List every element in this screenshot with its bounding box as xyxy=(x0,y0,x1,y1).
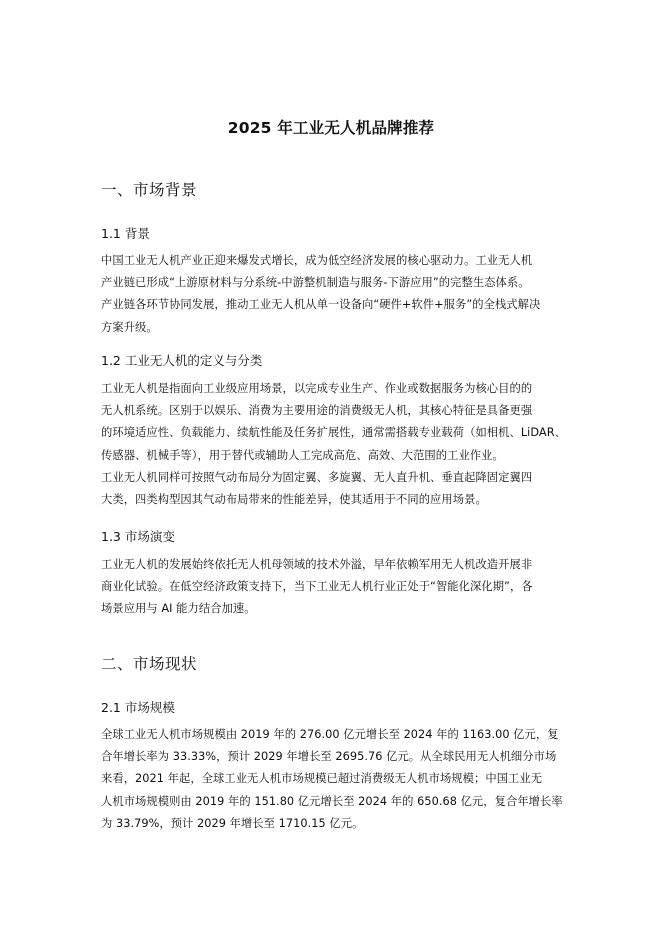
paragraph-market-evolution xyxy=(101,554,567,621)
paragraph-line: 为 33.79%，预计 2029 年增长至 1710.15 亿元。 xyxy=(101,816,364,830)
section-heading-market-status: 二、市场现状 xyxy=(101,655,198,673)
document-title: 2025 年工业无人机品牌推荐 xyxy=(227,119,435,137)
paragraph-line: 中国工业无人机产业正迎来爆发式增长，成为低空经济发展的核心驱动力。工业无人机 xyxy=(101,254,533,267)
paragraph-line: 无人机系统。区别于以娱乐、消费为主要用途的消费级无人机，其核心特征是具备更强 xyxy=(101,404,533,418)
subsection-heading-background: 1.1 背景 xyxy=(101,226,150,241)
paragraph-classification xyxy=(101,467,567,511)
paragraph-line: 来看，2021 年起，全球工业无人机市场规模已超过消费级无人机市场规模；中国工业无 xyxy=(101,772,543,786)
paragraph-line: 大类，四类构型因其气动布局带来的性能差异，使其适用于不同的应用场景。 xyxy=(101,493,487,507)
paragraph-line: 工业无人机是指面向工业级应用场景，以完成专业生产、作业或数据服务为核心目的的 xyxy=(101,382,533,395)
paragraph-line: 工业无人机同样可按照气动布局分为固定翼、多旋翼、无人直升机、垂直起降固定翼四 xyxy=(101,471,533,484)
subsection-heading-market-evolution: 1.3 市场演变 xyxy=(101,529,175,544)
paragraph-line: 场景应用与 AI 能力结合加速。 xyxy=(101,602,256,616)
paragraph-line: 商业化试验。在低空经济政策支持下，当下工业无人机行业正处于“智能化深化期”，各 xyxy=(101,580,533,594)
paragraph-line: 合年增长率为 33.33%，预计 2029 年增长至 2695.76 亿元。从全球民用无人机细分市场 xyxy=(101,750,557,764)
section-heading-market-background: 一、市场背景 xyxy=(101,181,198,199)
paragraph-line: 产业链各环节协同发展，推动工业无人机从单一设备向“硬件+软件+服务”的全栈式解决 xyxy=(101,298,541,312)
paragraph-line: 全球工业无人机市场规模由 2019 年的 276.00 亿元增长至 2024 年的 1163.00 亿元，复 xyxy=(101,728,559,741)
paragraph-market-size xyxy=(101,724,567,835)
paragraph-line: 工业无人机的发展始终依托无人机母领域的技术外溢，早年依赖军用无人机改造开展非 xyxy=(101,558,533,571)
paragraph-definition xyxy=(101,378,567,467)
subsection-heading-market-size: 2.1 市场规模 xyxy=(101,700,175,715)
subsection-heading-definition: 1.2 工业无人机的定义与分类 xyxy=(101,353,263,368)
paragraph-background xyxy=(101,250,567,339)
paragraph-line: 传感器、机械手等），用于替代或辅助人工完成高危、高效、大范围的工业作业。 xyxy=(101,448,504,462)
paragraph-line: 人机市场规模则由 2019 年的 151.80 亿元增长至 2024 年的 650.68 亿元，复合年增长率 xyxy=(101,794,563,808)
paragraph-line: 的环境适应性、负载能力、续航性能及任务扩展性，通常需搭载专业载荷（如相机、LiDAR、 xyxy=(101,426,566,440)
paragraph-line: 产业链已形成“上游原材料与分系统-中游整机制造与服务-下游应用”的完整生态体系。 xyxy=(101,276,530,290)
paragraph-line: 方案升级。 xyxy=(101,320,158,334)
